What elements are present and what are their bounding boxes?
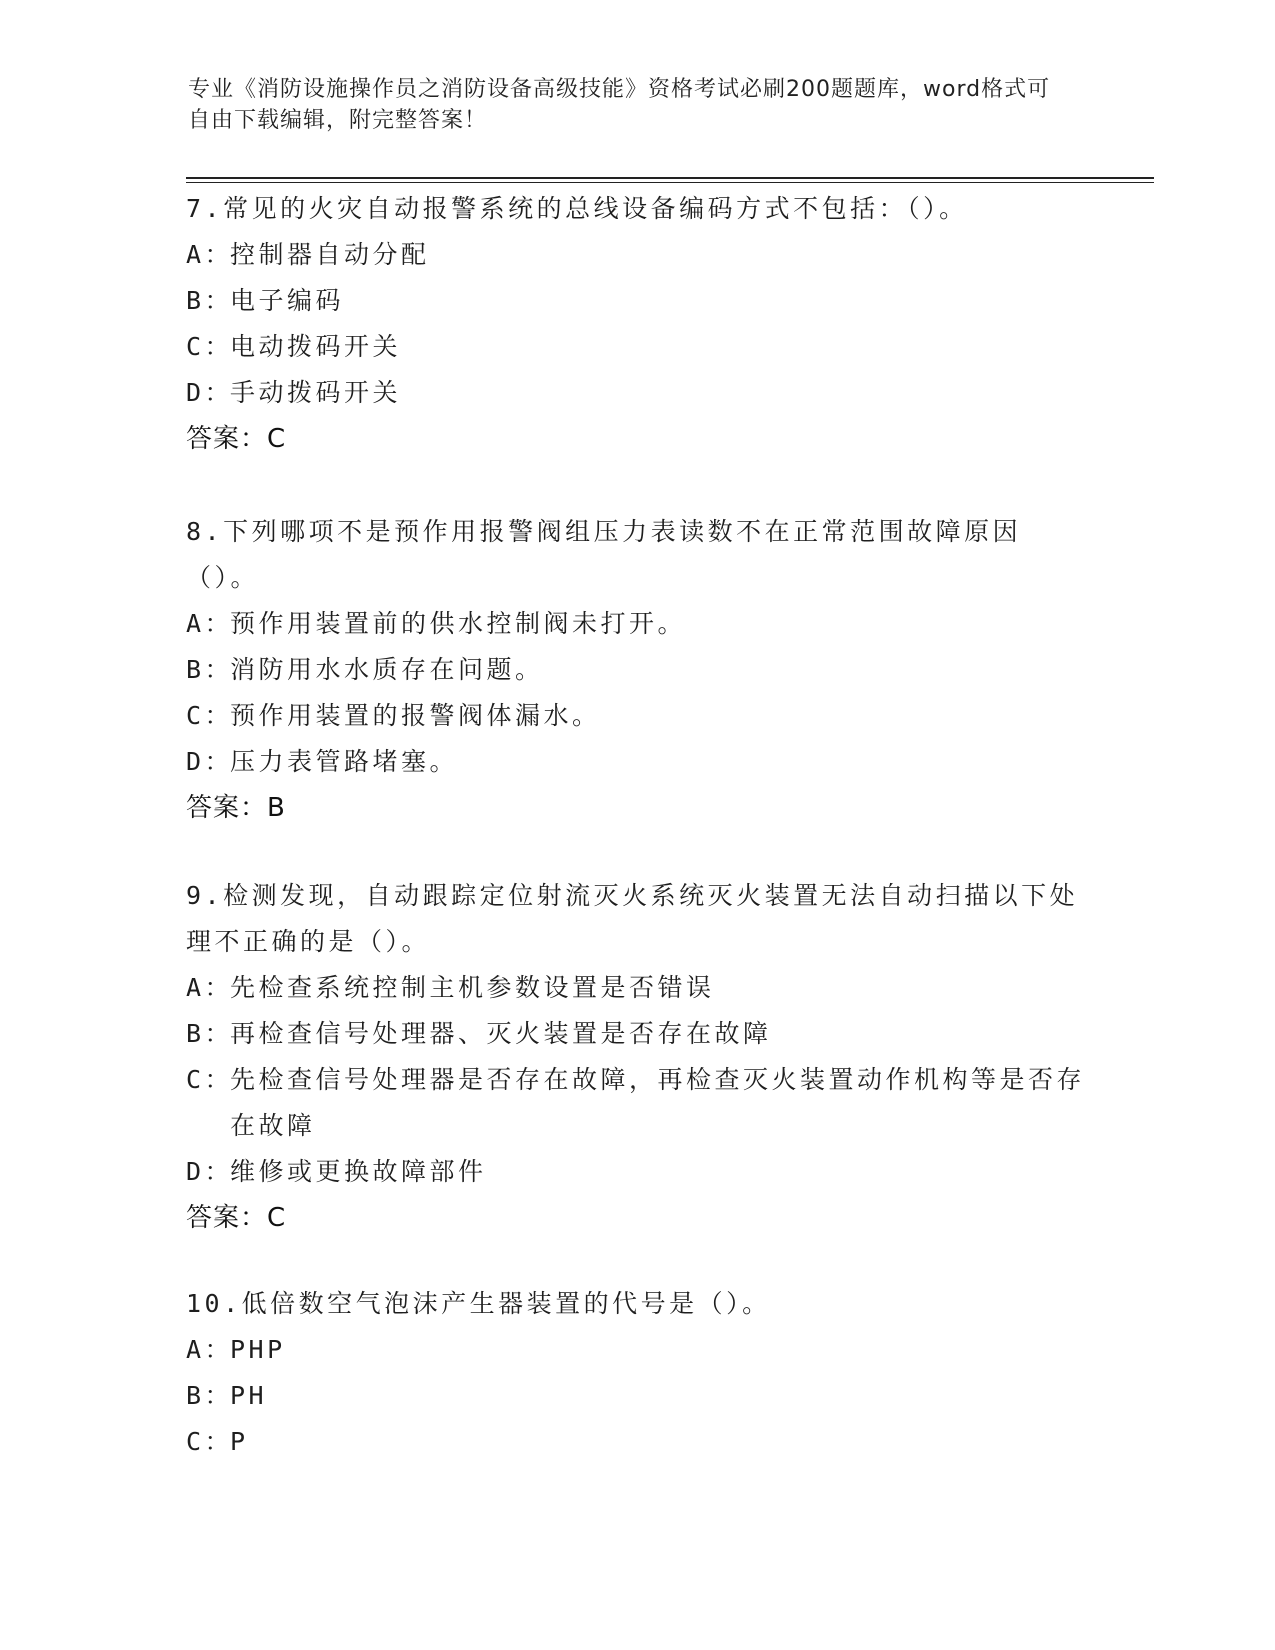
option-letter: C： [186,1065,234,1094]
question-stem: 7.常见的火灾自动报警系统的总线设备编码方式不包括：（）。 [186,194,968,223]
option-b [186,647,1086,693]
option-text: 消防用水水质存在问题。 [230,655,544,684]
option-letter: D： [186,747,234,776]
option-letter: B： [186,1381,234,1410]
question-8 [186,509,1086,831]
option-a [186,601,1086,647]
option-letter: C： [186,701,234,730]
answer: 答案：B [186,793,286,823]
option-text: 手动拨码开关 [230,378,402,407]
option-d [186,739,1086,785]
question-7 [186,186,1086,462]
option-c [186,693,1086,739]
header-divider [186,177,1154,179]
answer: 答案：C [186,1203,287,1233]
option-b [186,1011,1086,1057]
option-a [186,232,1086,278]
option-b [186,1373,1086,1419]
question-stem: 9.检测发现，自动跟踪定位射流灭火系统灭火装置无法自动扫描以下处理不正确的是（）。 [186,881,1079,956]
option-text: 再检查信号处理器、灭火装置是否存在故障 [230,1019,772,1048]
option-letter: B： [186,286,234,315]
header-divider-thin [186,182,1154,183]
option-letter: D： [186,1157,234,1186]
option-letter: A： [186,609,234,638]
option-a [186,965,1086,1011]
question-stem: 10.低倍数空气泡沫产生器装置的代号是（）。 [186,1289,771,1318]
option-text: 电子编码 [230,286,345,315]
option-c [186,1057,1086,1149]
question-10 [186,1281,1086,1465]
document-header: 专业《消防设施操作员之消防设备高级技能》资格考试必刷200题题库，word格式可自由下载编辑，附完整答案！ [188,77,1051,133]
option-d [186,370,1086,416]
option-text: 预作用装置前的供水控制阀未打开。 [230,609,687,638]
option-text: 预作用装置的报警阀体漏水。 [230,701,601,730]
option-letter: A： [186,1335,234,1364]
option-c [186,1419,1086,1465]
question-stem: 8.下列哪项不是预作用报警阀组压力表读数不在正常范围故障原因（）。 [186,517,1022,592]
option-letter: C： [186,1427,234,1456]
option-c [186,324,1086,370]
option-letter: D： [186,378,234,407]
option-text: 控制器自动分配 [230,240,430,269]
option-text: 先检查系统控制主机参数设置是否错误 [230,973,715,1002]
option-d [186,1149,1086,1195]
option-text: 维修或更换故障部件 [230,1157,487,1186]
option-text: PHP [230,1335,286,1364]
option-text: P [230,1427,249,1456]
option-letter: C： [186,332,234,361]
answer: 答案：C [186,424,287,454]
option-text: PH [230,1381,268,1410]
option-text: 压力表管路堵塞。 [230,747,459,776]
option-letter: A： [186,973,234,1002]
option-text: 先检查信号处理器是否存在故障，再检查灭火装置动作机构等是否存在故障 [230,1065,1086,1140]
option-letter: A： [186,240,234,269]
option-text: 电动拨码开关 [230,332,402,361]
option-b [186,278,1086,324]
option-letter: B： [186,655,234,684]
option-a [186,1327,1086,1373]
option-letter: B： [186,1019,234,1048]
question-9 [186,873,1086,1241]
